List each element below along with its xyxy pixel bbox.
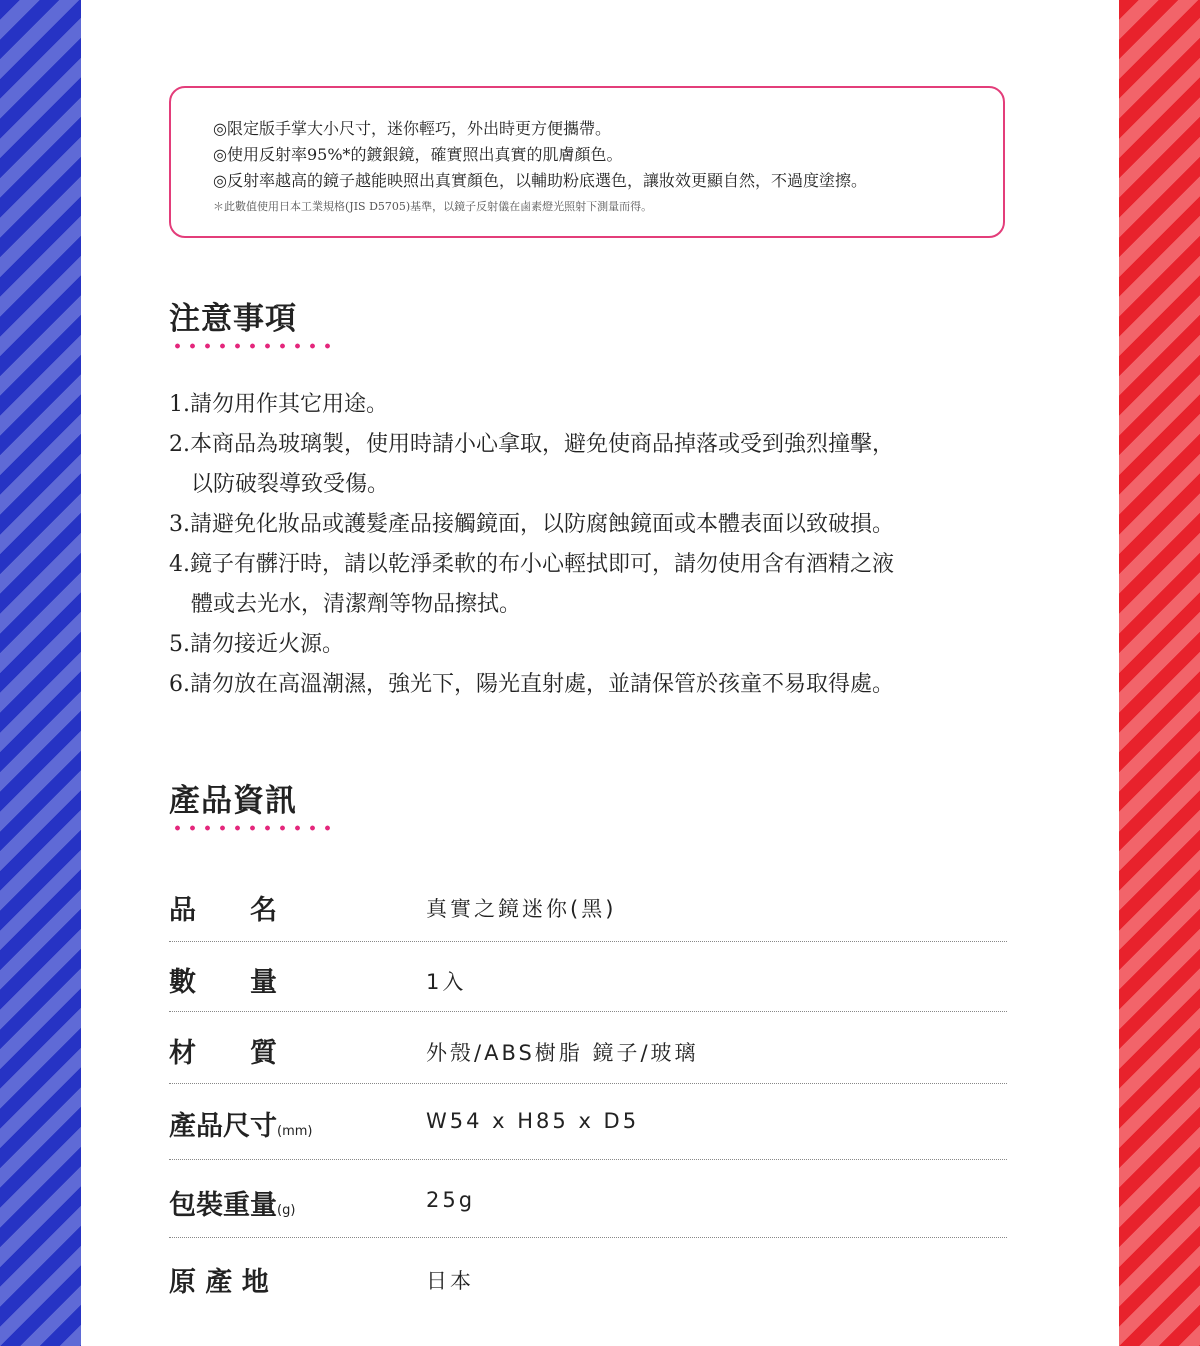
- info-row-dimensions: [169, 1084, 1007, 1160]
- precautions-list: [169, 385, 1009, 705]
- precaution-item-6-text: 6.請勿放在高溫潮濕，強光下，陽光直射處，並請保管於孩童不易取得處。: [169, 672, 894, 697]
- info-value-quantity: 1入: [426, 970, 467, 994]
- info-label-origin-text: 原 產 地: [169, 1267, 269, 1298]
- notice-line-2: ◎使用反射率95%*的鍍銀鏡，確實照出真實的肌膚顏色。: [213, 145, 623, 164]
- info-label-package-weight: [169, 1183, 295, 1222]
- feature-notice-box: [169, 86, 1005, 238]
- info-label-dimensions-text: 產品尺寸: [169, 1111, 277, 1142]
- precaution-item-3: [169, 505, 1009, 545]
- precaution-item-4-continuation: 體或去光水，清潔劑等物品擦拭。: [191, 592, 522, 617]
- info-label-product-name-text: 品 名: [169, 895, 277, 926]
- precautions-title-dotted-underline: [170, 343, 332, 349]
- precaution-item-4: [169, 545, 1009, 625]
- info-label-package-weight-text: 包裝重量: [169, 1190, 277, 1221]
- notice-line-1: ◎限定版手掌大小尺寸，迷你輕巧，外出時更方便攜帶。: [213, 119, 611, 138]
- info-value-material: 外殼/ABS樹脂 鏡子/玻璃: [426, 1041, 699, 1065]
- precaution-item-4-text: 4.鏡子有髒汙時，請以乾淨柔軟的布小心輕拭即可，請勿使用含有酒精之液: [169, 552, 894, 577]
- precaution-item-2: [169, 425, 1009, 505]
- info-row-product-name: [169, 868, 1007, 942]
- product-info-title-dotted-underline: [170, 825, 332, 831]
- info-value-product-name: 真實之鏡迷你(黑): [426, 897, 617, 921]
- product-info-title: 產品資訊: [169, 783, 297, 819]
- precaution-item-2-continuation: 以防破裂導致受傷。: [191, 472, 390, 497]
- info-row-quantity: [169, 942, 1007, 1012]
- precaution-item-5-text: 5.請勿接近火源。: [169, 632, 344, 657]
- precautions-title: 注意事項: [169, 301, 297, 337]
- info-label-product-name: [169, 888, 277, 927]
- precaution-item-2-text: 2.本商品為玻璃製，使用時請小心拿取，避免使商品掉落或受到強烈撞擊，: [169, 432, 894, 457]
- info-value-dimensions: W54 x H85 x D5: [426, 1109, 640, 1133]
- info-row-origin: [169, 1238, 1007, 1318]
- product-info-table: [169, 868, 1007, 1318]
- info-value-package-weight: 25g: [426, 1188, 476, 1212]
- info-row-material: [169, 1012, 1007, 1084]
- info-label-quantity: [169, 960, 277, 999]
- right-red-stripe-border: [1119, 0, 1200, 1346]
- left-blue-stripe-border: [0, 0, 81, 1346]
- notice-footnote: ＊此數值使用日本工業規格(JIS D5705)基準，以鏡子反射儀在鹵素燈光照射下測量而得。: [213, 200, 653, 213]
- precaution-item-1: [169, 385, 1009, 425]
- info-label-material-text: 材 質: [169, 1038, 277, 1069]
- precaution-item-5: [169, 625, 1009, 665]
- info-label-origin: [169, 1260, 269, 1299]
- info-label-material: [169, 1031, 277, 1070]
- info-label-dimensions-unit: (mm): [277, 1124, 313, 1139]
- notice-line-3: ◎反射率越高的鏡子越能映照出真實顏色，以輔助粉底選色，讓妝效更顯自然，不過度塗擦。: [213, 171, 867, 190]
- info-row-package-weight: [169, 1160, 1007, 1238]
- info-value-origin: 日本: [426, 1269, 474, 1293]
- precaution-item-6: [169, 665, 1009, 705]
- info-label-quantity-text: 數 量: [169, 967, 277, 998]
- info-label-dimensions: [169, 1104, 312, 1143]
- precaution-item-3-text: 3.請避免化妝品或護髮產品接觸鏡面，以防腐蝕鏡面或本體表面以致破損。: [169, 512, 894, 537]
- precaution-item-1-text: 1.請勿用作其它用途。: [169, 392, 388, 417]
- info-label-package-weight-unit: (g): [277, 1203, 296, 1218]
